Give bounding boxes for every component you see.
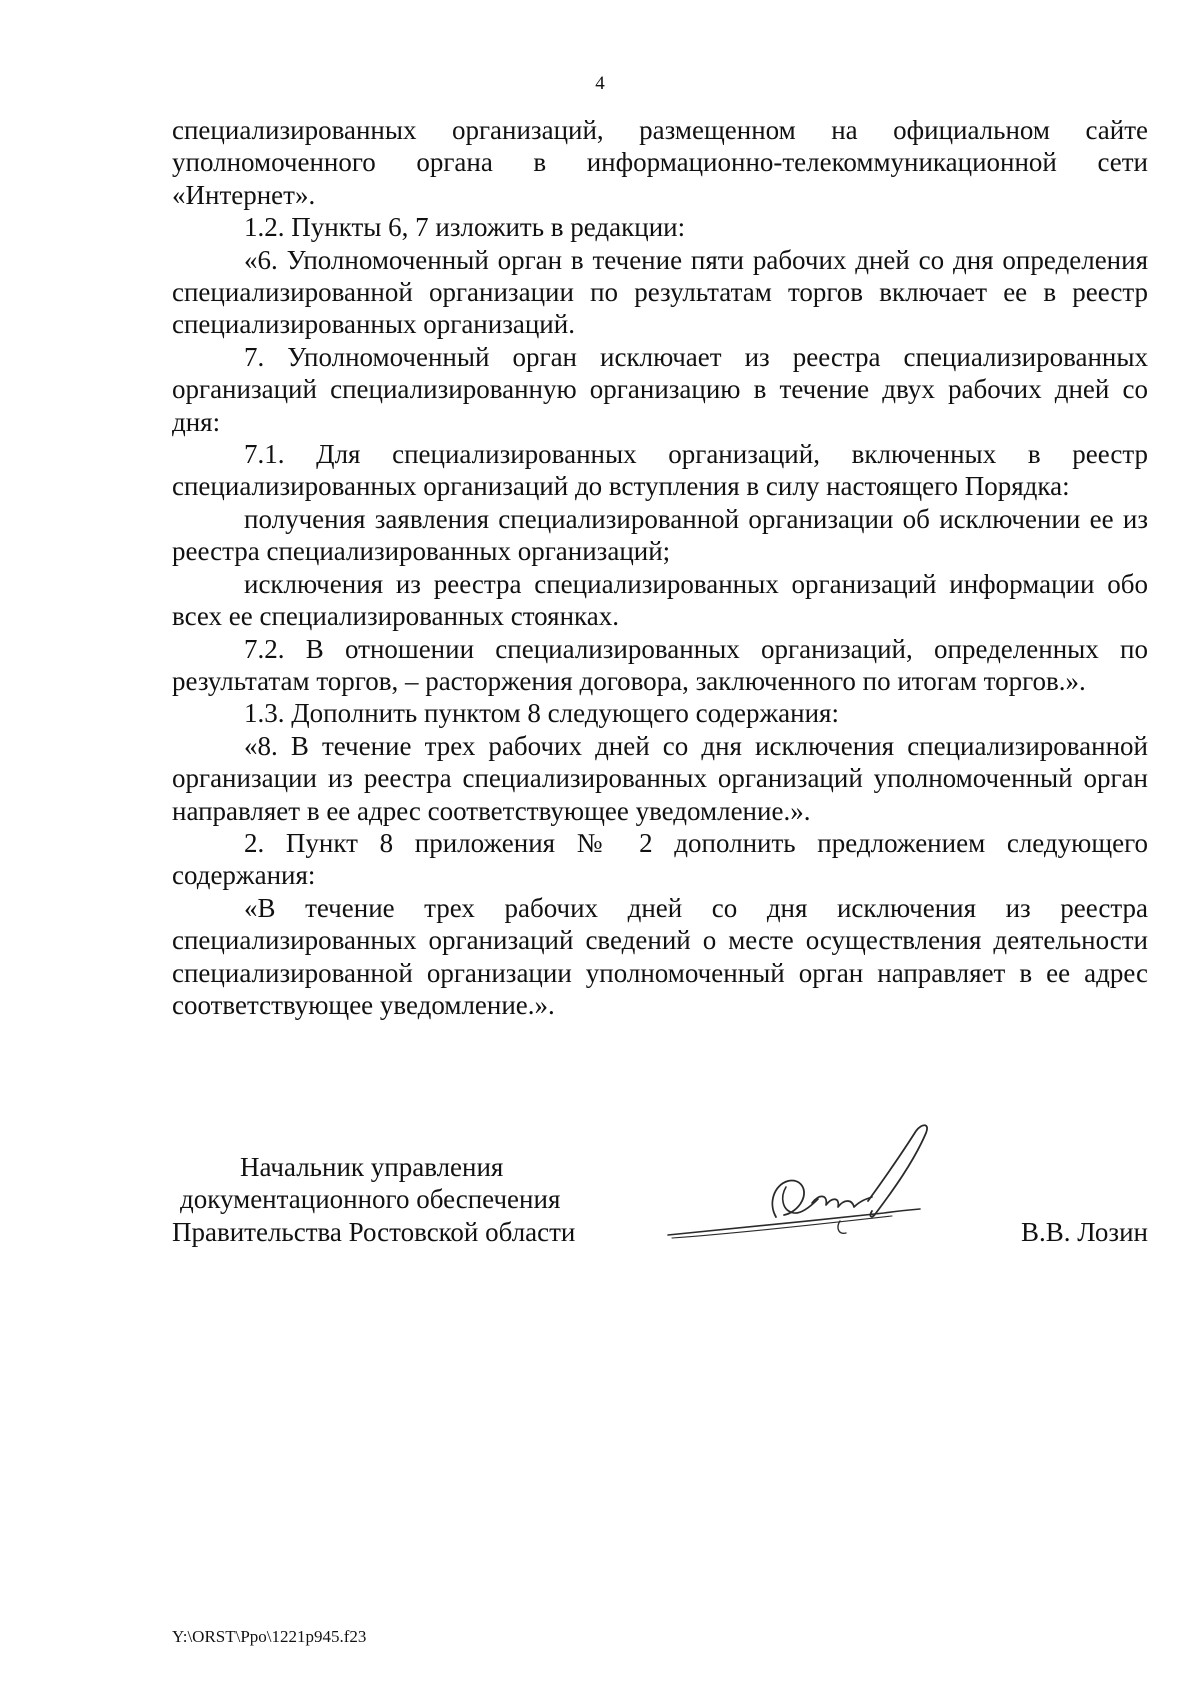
signature-block [172,1151,1148,1261]
handwritten-signature [662,1117,952,1247]
signature-strokes [668,1125,927,1238]
document-body [172,114,1148,1021]
signer-name: В.В. Лозин [1021,1216,1148,1247]
signer-title-line: Правительства Ростовской области [172,1216,576,1247]
paragraph: 7. Уполномоченный орган исключает из реестра специализированных организаций специализированную организацию в течение двух рабочих дней со дня: [172,341,1148,437]
paragraph: 1.3. Дополнить пунктом 8 следующего содержания: [244,698,839,729]
paragraph: 2. Пункт 8 приложения № 2 дополнить предложением следующего содержания: [172,827,1148,891]
paragraph: 7.1. Для специализированных организаций, включенных в реестр специализированных организаций до вступления в силу настоящего Порядка: [172,439,1148,502]
paragraph: «6. Уполномоченный орган в течение пяти рабочих дней со дня определения специализированной организации по результатам торгов включает ее в реестр специализированных организаций. [172,244,1148,340]
paragraph: исключения из реестра специализированных организаций информации обо всех ее специализированных стоянках. [172,568,1148,632]
paragraph: «В течение трех рабочих дней со дня исключения из реестра специализированных организаций сведений о месте осуществления деятельности специализированной организации уполномоченный орган направляет в ее адрес соответствующее уведомление.». [172,892,1148,1020]
page-number: 4 [595,73,605,94]
signer-title [172,1151,632,1248]
signer-title-line: Начальник управления [240,1152,504,1182]
paragraph: 1.2. Пункты 6, 7 изложить в редакции: [244,212,686,243]
paragraph: получения заявления специализированной организации об исключении ее из реестра специализированных организаций; [172,503,1148,567]
signer-title-line: документационного обеспечения [180,1184,561,1215]
paragraph: специализированных организаций, размещенном на официальном сайте уполномоченного органа в информационно-телекоммуникационной сети «Интернет». [172,115,1148,210]
footer-file-path: Y:\ORST\Ppo\1221p945.f23 [172,1627,367,1646]
paragraph: «8. В течение трех рабочих дней со дня исключения специализированной организации из реестра специализированных организаций уполномоченный орган направляет в ее адрес соответствующее уведомление.». [172,730,1148,826]
paragraph: 7.2. В отношении специализированных организаций, определенных по результатам торгов, – расторжения договора, заключенного по итогам торгов.». [172,633,1148,696]
